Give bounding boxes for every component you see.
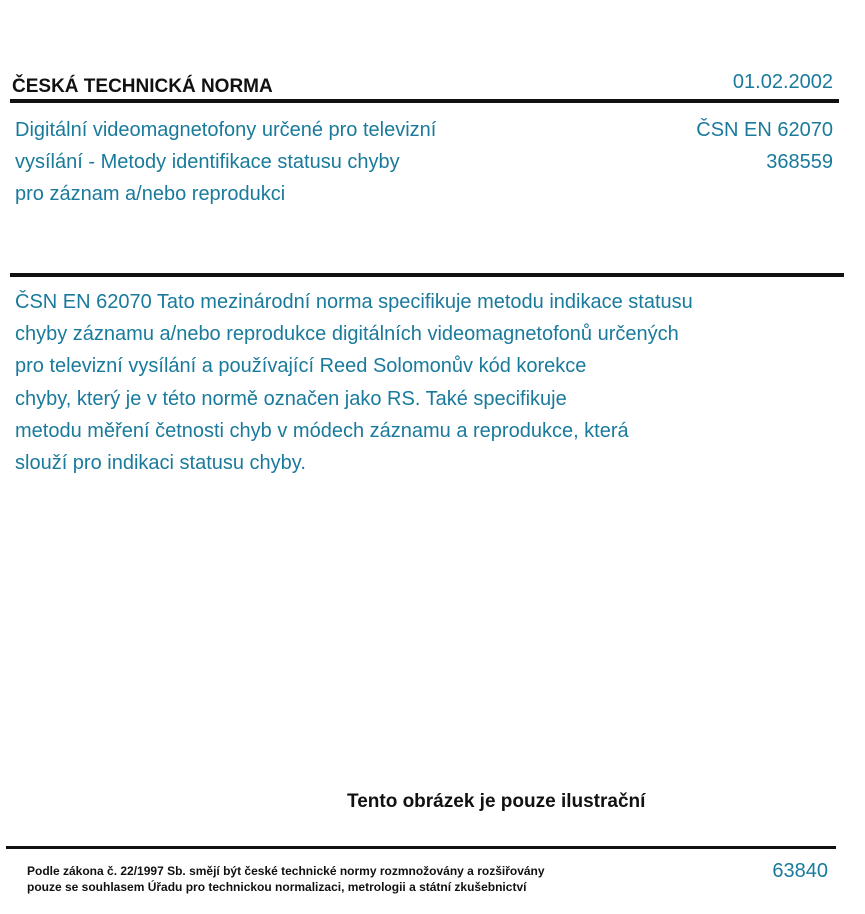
document-title-line: pro záznam a/nebo reprodukci: [15, 183, 286, 205]
illustration-note: Tento obrázek je pouze ilustrační: [347, 791, 646, 812]
legal-notice-line: Podle zákona č. 22/1997 Sb. smějí být české technické normy rozmnožovány a rozšiřovány: [27, 864, 545, 878]
abstract-line: metodu měření četnosti chyb v módech záznamu a reprodukce, která: [15, 419, 629, 442]
norm-identifier: [696, 114, 833, 178]
norm-code: ČSN EN 62070: [696, 119, 833, 141]
document-title-line: vysílání - Metody identifikace statusu chyby: [15, 151, 400, 173]
page-header-title: ČESKÁ TECHNICKÁ NORMA: [12, 76, 273, 97]
abstract-line: slouží pro indikaci statusu chyby.: [15, 452, 306, 475]
catalog-number: 63840: [772, 860, 828, 882]
document-title-line: Digitální videomagnetofony určené pro televizní: [15, 119, 437, 141]
section-divider: [10, 273, 844, 277]
abstract-line: chyby, který je v této normě označen jako RS. Také specifikuje: [15, 387, 567, 410]
header-divider: [10, 99, 839, 103]
footer-divider: [6, 846, 836, 849]
legal-notice-line: pouze se souhlasem Úřadu pro technickou normalizaci, metrologii a státní zkušebnictví: [27, 880, 527, 894]
legal-notice: [27, 863, 545, 895]
abstract-line: chyby záznamu a/nebo reprodukce digitálních videomagnetofonů určených: [15, 323, 679, 346]
document-title: [15, 114, 535, 210]
abstract-line: pro televizní vysílání a používající Reed Solomonův kód korekce: [15, 355, 587, 378]
publication-date: 01.02.2002: [732, 71, 833, 93]
abstract-text: [15, 286, 795, 479]
class-number: 368559: [766, 151, 833, 173]
abstract-line: ČSN EN 62070 Tato mezinárodní norma specifikuje metodu indikace statusu: [15, 291, 693, 313]
